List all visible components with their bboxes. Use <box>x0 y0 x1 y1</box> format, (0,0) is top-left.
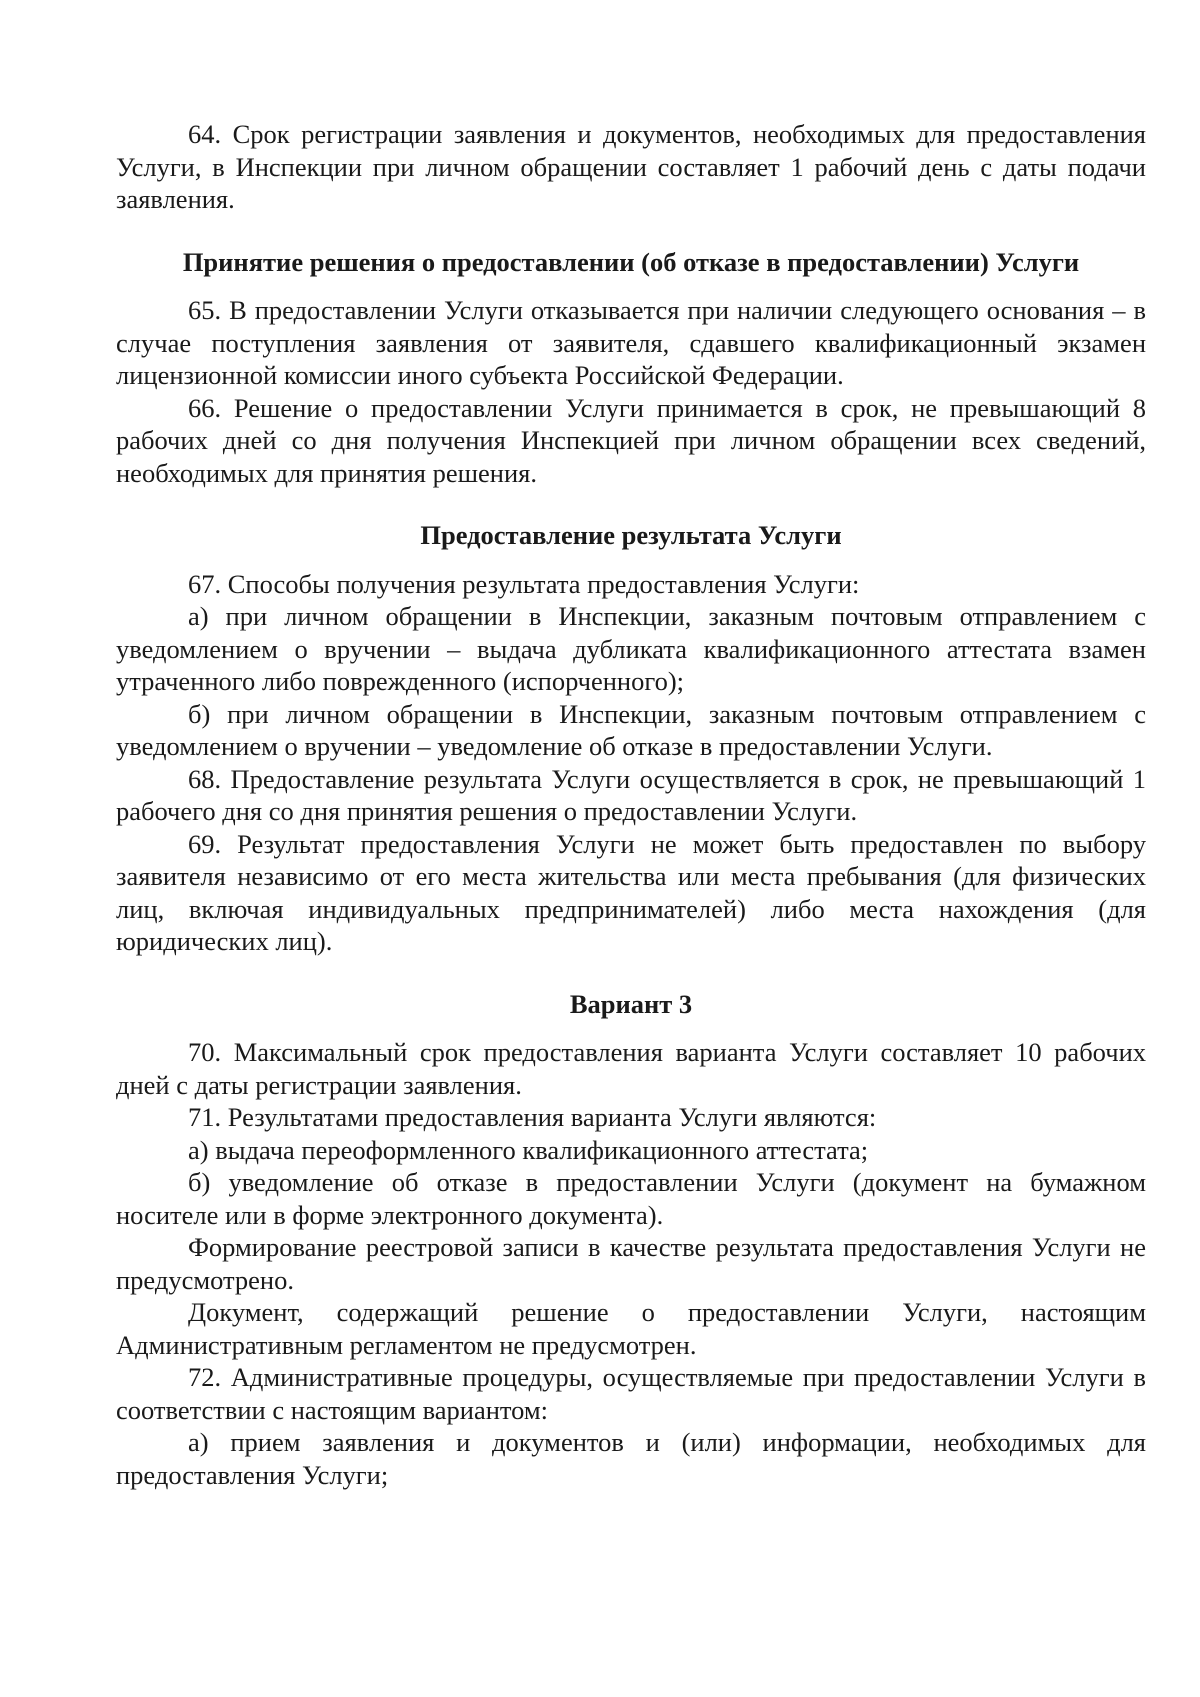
paragraph-72a: а) прием заявления и документов и (или) информации, необходимых для предоставления Услуги; <box>116 1427 1146 1490</box>
paragraph-67a: а) при личном обращении в Инспекции, заказным почтовым отправлением с уведомлением о вручении – выдача дубликата квалификационного аттестата взамен утраченного либо поврежденного (испорченного); <box>116 601 1146 696</box>
spacer <box>116 958 1146 988</box>
paragraph-66: 66. Решение о предоставлении Услуги принимается в срок, не превышающий 8 рабочих дней со дня получения Инспекцией при личном обращении всех сведений, необходимых для принятия решения. <box>116 392 1146 488</box>
spacer <box>116 216 1146 246</box>
heading-result: Предоставление результата Услуги <box>420 520 842 550</box>
paragraph-70: 70. Максимальный срок предоставления варианта Услуги составляет 10 рабочих дней с даты регистрации заявления. <box>116 1037 1146 1100</box>
paragraph-64: 64. Срок регистрации заявления и документов, необходимых для предоставления Услуги, в Инспекции при личном обращении составляет 1 рабочий день с даты подачи заявления. <box>116 119 1146 214</box>
paragraph-71a: а) выдача переоформленного квалификационного аттестата; <box>188 1134 869 1165</box>
spacer <box>116 552 1146 568</box>
paragraph-71: 71. Результатами предоставления варианта Услуги являются: <box>188 1102 877 1132</box>
heading-variant-3: Вариант 3 <box>569 988 693 1019</box>
paragraph-69: 69. Результат предоставления Услуги не может быть предоставлен по выбору заявителя независимо от его места жительства или места пребывания (для физических лиц, включая индивидуальных предпринимателей) либо места нахождения (для юридических лиц). <box>116 828 1146 956</box>
paragraph-67b: б) при личном обращении в Инспекции, заказным почтовым отправлением с уведомлением о вручении – уведомление об отказе в предоставлении Услуги. <box>116 698 1146 761</box>
paragraph-71c: Формирование реестровой записи в качестве результата предоставления Услуги не предусмотрено. <box>116 1232 1146 1295</box>
paragraph-71d: Документ, содержащий решение о предоставлении Услуги, настоящим Административным регламентом не предусмотрен. <box>116 1297 1146 1360</box>
heading-decision: Принятие решения о предоставлении (об отказе в предоставлении) Услуги <box>182 246 1080 277</box>
paragraph-67: 67. Способы получения результата предоставления Услуги: <box>188 568 860 599</box>
paragraph-71b: б) уведомление об отказе в предоставлении Услуги (документ на бумажном носителе или в форме электронного документа). <box>116 1167 1146 1230</box>
paragraph-65: 65. В предоставлении Услуги отказывается при наличии следующего основания – в случае поступления заявления от заявителя, сдавшего квалификационный экзамен лицензионной комиссии иного субъекта Российской Федерации. <box>116 295 1146 390</box>
spacer <box>116 489 1146 519</box>
document-page <box>116 118 1146 1491</box>
spacer <box>116 278 1146 294</box>
spacer <box>116 1020 1146 1036</box>
paragraph-72: 72. Административные процедуры, осуществляемые при предоставлении Услуги в соответствии с настоящим вариантом: <box>116 1362 1146 1425</box>
paragraph-68: 68. Предоставление результата Услуги осуществляется в срок, не превышающий 1 рабочего дня со дня принятия решения о предоставлении Услуги. <box>116 763 1146 826</box>
